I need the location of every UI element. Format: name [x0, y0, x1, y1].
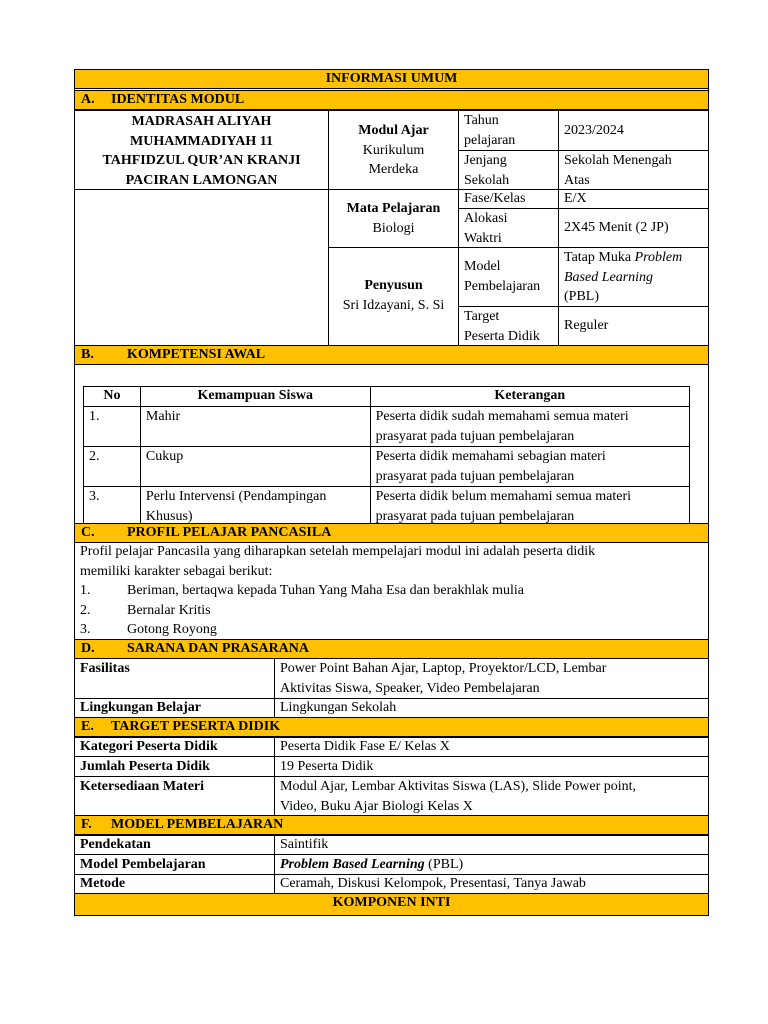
section-d-letter: D.: [81, 641, 95, 656]
jenjang-value-cell: [558, 150, 709, 190]
model-pembelajaran-label-cell: [74, 854, 275, 875]
kategori-label: Kategori Peserta Didik: [80, 739, 218, 754]
row3-kemampuan: [140, 487, 370, 527]
profil-content: [80, 542, 705, 640]
section-b-title: KOMPETENSI AWAL: [127, 347, 266, 362]
profil-item2-text: Bernalar Kritis: [127, 602, 211, 618]
lingkungan-label: Lingkungan Belajar: [80, 700, 201, 715]
materi-value1: Modul Ajar, Lembar Aktivitas Siswa (LAS), Slide Power point,: [280, 779, 637, 794]
alokasi-value: 2X45 Menit (2 JP): [564, 220, 669, 235]
school-name-line2: MUHAMMADIYAH 11: [130, 133, 273, 149]
profil-intro-line2: memiliki karakter sebagai berikut:: [80, 563, 273, 579]
header-keterangan: Keterangan: [370, 387, 689, 407]
lingkungan-label-cell: [74, 698, 275, 718]
jenjang-value2: Atas: [564, 172, 590, 188]
target-label2: Peserta Didik: [464, 328, 540, 344]
materi-value2: Video, Buku Ajar Biologi Kelas X: [280, 798, 473, 814]
model-label-cell: [458, 247, 559, 307]
mata-pelajaran-cell: [328, 189, 459, 248]
model-pembelajaran-value: [280, 855, 703, 874]
kategori-label-cell: [74, 737, 275, 757]
row1-kemampuan-line1: Mahir: [145, 409, 181, 424]
materi-value-cell: [274, 776, 709, 816]
model-label2: Pembelajaran: [464, 278, 541, 294]
pendekatan-value: Saintifik: [280, 837, 329, 852]
school-name-line3: TAHFIDZUL QUR’AN KRANJI: [102, 153, 301, 168]
section-c-letter: C.: [81, 525, 95, 540]
tahun-label2: pelajaran: [464, 132, 516, 148]
profil-item1-num: 1.: [80, 583, 91, 598]
kompetensi-table: [83, 386, 690, 527]
alokasi-value-cell: [558, 208, 709, 248]
model-pembelajaran-value-cell: [274, 854, 709, 875]
section-a-header: [74, 90, 709, 110]
metode-label: Metode: [80, 876, 126, 891]
model-value-line1: [564, 248, 703, 268]
section-b-letter: B.: [81, 347, 94, 362]
tahun-label1: Tahun: [464, 113, 499, 128]
fase-label: Fase/Kelas: [464, 191, 526, 206]
metode-value: Ceramah, Diskusi Kelompok, Presentasi, Tanya Jawab: [280, 876, 586, 891]
fasilitas-value1: Power Point Bahan Ajar, Laptop, Proyektor/LCD, Lembar: [280, 661, 607, 676]
modul-ajar-cell: [328, 110, 459, 190]
fase-label-cell: [458, 189, 559, 209]
target-label-cell: [458, 306, 559, 346]
alokasi-label1: Alokasi: [464, 211, 508, 226]
section-f-header: [74, 815, 709, 835]
fasilitas-value2: Aktivitas Siswa, Speaker, Video Pembelajaran: [280, 680, 540, 696]
model-value-line2: [564, 268, 703, 288]
model-pembelajaran-label: Model Pembelajaran: [80, 857, 206, 872]
profil-item3-text: Gotong Royong: [127, 622, 217, 637]
fasilitas-value-cell: [274, 658, 709, 699]
table-row: [84, 407, 690, 447]
profil-intro-line1: Profil pelajar Pancasila yang diharapkan setelah mempelajari modul ini adalah peserta didik: [80, 544, 596, 559]
section-a-letter: A.: [81, 92, 95, 107]
model-value-suffix: (PBL): [564, 289, 599, 304]
section-d-title: SARANA DAN PRASARANA: [127, 641, 310, 656]
fase-value: E/X: [564, 191, 587, 206]
header-kemampuan: Kemampuan Siswa: [140, 387, 370, 407]
row1-keterangan-line1: Peserta didik sudah memahami semua materi: [375, 409, 629, 424]
jumlah-label: Jumlah Peserta Didik: [80, 759, 210, 774]
row3-keterangan-line1: Peserta didik belum memahami semua materi: [375, 489, 632, 504]
modul-ajar-value1: Kurikulum: [362, 142, 425, 158]
list-item: [80, 581, 705, 601]
materi-label: Ketersediaan Materi: [80, 779, 205, 794]
section-f-title: MODEL PEMBELAJARAN: [111, 817, 284, 832]
row3-kemampuan-line1: Perlu Intervensi (Pendampingan: [145, 489, 327, 504]
model-value-italic2: Based Learning: [564, 269, 654, 285]
row3-kemampuan-line2: Khusus): [145, 508, 193, 524]
profil-item3-num: 3.: [80, 622, 91, 637]
pendekatan-label: Pendekatan: [80, 837, 151, 852]
row2-keterangan-line1: Peserta didik memahami sebagian materi: [375, 449, 606, 464]
lingkungan-value: Lingkungan Sekolah: [280, 700, 397, 715]
mata-pelajaran-label: Mata Pelajaran: [346, 201, 441, 216]
row2-kemampuan-line1: Cukup: [145, 449, 184, 464]
school-blank-cell: [74, 189, 329, 346]
section-a-title: IDENTITAS MODUL: [111, 92, 245, 107]
pendekatan-label-cell: [74, 835, 275, 855]
kategori-value-cell: [274, 737, 709, 757]
list-item: [80, 601, 705, 621]
jenjang-label-cell: [458, 150, 559, 190]
row1-keterangan-line2: prasyarat pada tujuan pembelajaran: [375, 428, 575, 444]
row1-keterangan: [370, 407, 689, 447]
section-c-header: [74, 523, 709, 543]
model-value-prefix: Tatap Muka: [564, 250, 635, 265]
pendekatan-value-cell: [274, 835, 709, 855]
section-e-header: [74, 717, 709, 737]
section-e-title: TARGET PESERTA DIDIK: [111, 719, 281, 734]
target-value-cell: [558, 306, 709, 346]
target-value: Reguler: [564, 318, 609, 333]
target-label1: Target: [464, 309, 500, 324]
row2-no: 2.: [84, 447, 141, 487]
fasilitas-label-cell: [74, 658, 275, 699]
materi-label-cell: [74, 776, 275, 816]
row3-keterangan-line2: prasyarat pada tujuan pembelajaran: [375, 508, 575, 524]
tahun-value: 2023/2024: [564, 123, 624, 138]
jenjang-label2: Sekolah: [464, 172, 510, 188]
informasi-umum-title: INFORMASI UMUM: [325, 71, 458, 86]
row3-keterangan: [370, 487, 689, 527]
row3-no: 3.: [84, 487, 141, 527]
row2-keterangan: [370, 447, 689, 487]
jumlah-label-cell: [74, 756, 275, 777]
metode-value-cell: [274, 874, 709, 894]
school-name-line1: MADRASAH ALIYAH: [131, 114, 272, 129]
section-e-letter: E.: [81, 719, 94, 734]
mata-pelajaran-value: Biologi: [372, 220, 415, 236]
model-pembelajaran-italic: Problem Based Learning: [280, 857, 425, 872]
penyusun-value: Sri Idzayani, S. Si: [342, 297, 445, 313]
school-name-line4: PACIRAN LAMONGAN: [125, 172, 278, 188]
model-pembelajaran-suffix: (PBL): [424, 857, 464, 872]
fase-value-cell: [558, 189, 709, 209]
komponen-inti-title: KOMPONEN INTI: [332, 895, 451, 910]
header-no: No: [84, 387, 141, 407]
row1-no: 1.: [84, 407, 141, 447]
row2-keterangan-line2: prasyarat pada tujuan pembelajaran: [375, 468, 575, 484]
table-row: [84, 447, 690, 487]
alokasi-label-cell: [458, 208, 559, 248]
section-d-header: [74, 639, 709, 659]
kategori-value: Peserta Didik Fase E/ Kelas X: [280, 739, 450, 754]
row2-kemampuan: [140, 447, 370, 487]
row1-kemampuan: [140, 407, 370, 447]
fasilitas-label: Fasilitas: [80, 661, 130, 676]
jenjang-label1: Jenjang: [464, 153, 507, 168]
school-name-cell: [74, 110, 329, 190]
jenjang-value1: Sekolah Menengah: [564, 153, 672, 168]
jumlah-value: 19 Peserta Didik: [280, 759, 374, 774]
penyusun-cell: [328, 247, 459, 346]
list-item: [80, 620, 705, 640]
tahun-value-cell: [558, 110, 709, 151]
penyusun-label: Penyusun: [364, 278, 423, 293]
komponen-inti-header: [74, 893, 709, 916]
model-value-cell: [558, 247, 709, 307]
model-value-italic1: Problem: [634, 250, 683, 265]
lingkungan-value-cell: [274, 698, 709, 718]
jumlah-value-cell: [274, 756, 709, 777]
profil-item2-num: 2.: [80, 602, 91, 618]
section-c-title: PROFIL PELAJAR PANCASILA: [127, 525, 332, 540]
tahun-label-cell: [458, 110, 559, 151]
kompetensi-header-row: [84, 387, 690, 407]
table-row: [84, 487, 690, 527]
informasi-umum-header: [74, 69, 709, 89]
model-label1: Model: [464, 259, 501, 274]
modul-ajar-label: Modul Ajar: [358, 123, 429, 138]
section-f-letter: F.: [81, 817, 92, 832]
profil-item1-text: Beriman, bertaqwa kepada Tuhan Yang Maha Esa dan berakhlak mulia: [127, 583, 524, 598]
metode-label-cell: [74, 874, 275, 894]
modul-ajar-value2: Merdeka: [368, 162, 419, 177]
section-b-header: [74, 345, 709, 365]
alokasi-label2: Waktri: [464, 230, 502, 246]
